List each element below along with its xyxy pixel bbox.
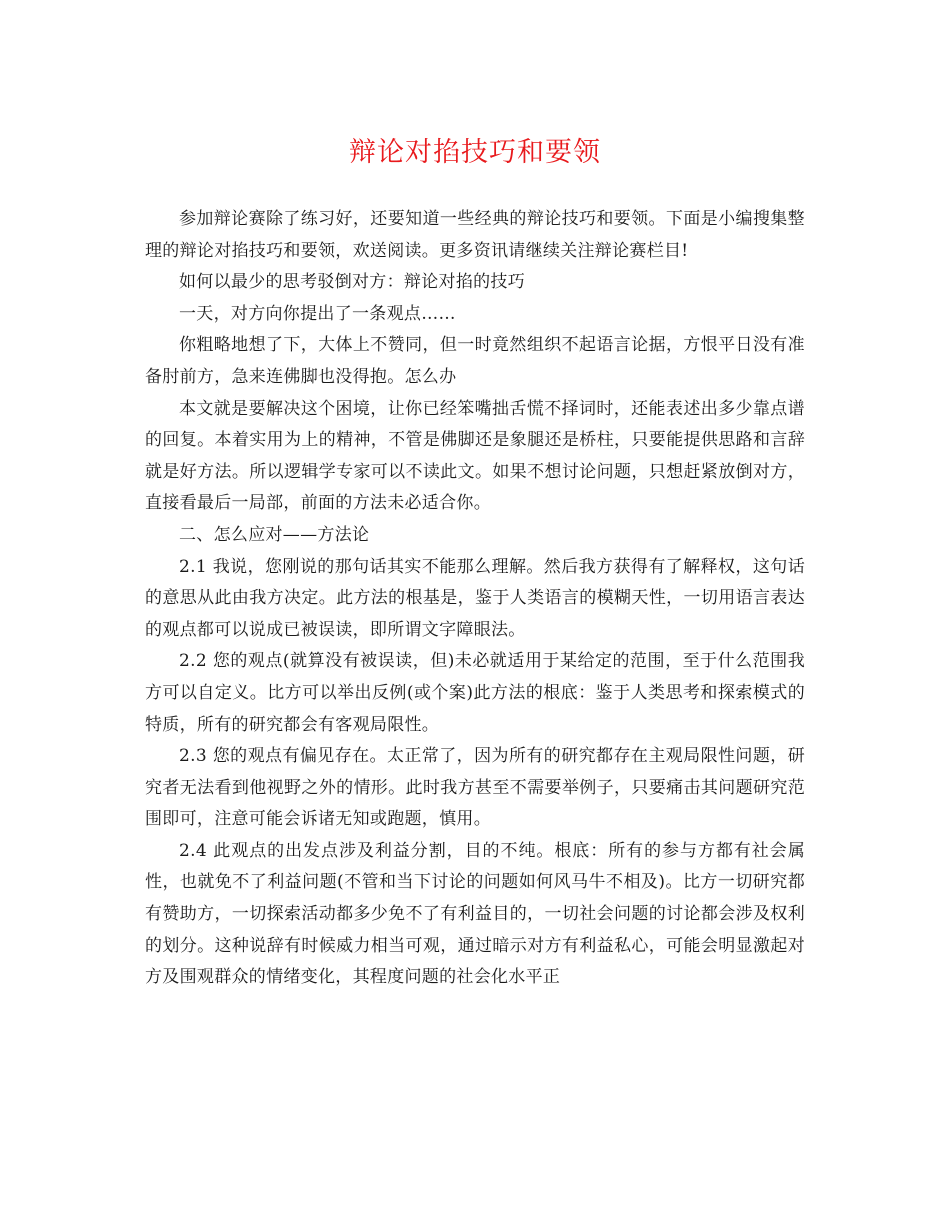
paragraph-method-2-4: 2.4 此观点的出发点涉及利益分割，目的不纯。根底：所有的参与方都有社会属性，也就免不了利益问题(不管和当下讨论的问题如何风马牛不相及)。比方一切研究都有赞助方，一切探索活动都多少免不了有利益目的，一切社会问题的讨论都会涉及权利的划分。这种说辞有时候威力相当可观，通过暗示对方有利益私心，可能会明显激起对方及围观群众的情绪变化，其程度问题的社会化水平正 [145,840,805,988]
section-heading-methods: 二、怎么应对——方法论 [179,524,370,545]
document-title: 辩论对掐技巧和要领 [349,137,601,168]
paragraph-method-2-3: 2.3 您的观点有偏见存在。太正常了，因为所有的研究都存在主观局限性问题，研究者无法看到他视野之外的情形。此时我方甚至不需要举例子，只要痛击其问题研究范围即可，注意可能会诉诸无知或跑题，慎用。 [145,746,805,830]
paragraph-problem: 你粗略地想了下，大体上不赞同，但一时竟然组织不起语言论据，方恨平日没有准备肘前方，急来连佛脚也没得抱。怎么办 [145,335,805,387]
document-body [145,204,805,994]
paragraph-scenario: 一天，对方向你提出了一条观点…… [179,303,456,324]
paragraph-subheading: 如何以最少的思考驳倒对方：辩论对掐的技巧 [179,272,525,293]
paragraph-method-2-1: 2.1 我说，您刚说的那句话其实不能那么理解。然后我方获得有了解释权，这句话的意思从此由我方决定。此方法的根基是，鉴于人类语言的模糊天性，一切用语言表达的观点都可以说成已被误读，即所谓文字障眼法。 [145,556,805,640]
paragraph-purpose: 本文就是要解决这个困境，让你已经笨嘴拙舌慌不择词时，还能表述出多少靠点谱的回复。本着实用为上的精神，不管是佛脚还是象腿还是桥柱，只要能提供思路和言辞就是好方法。所以逻辑学专家可以不读此文。如果不想讨论问题，只想赶紧放倒对方，直接看最后一局部，前面的方法未必适合你。 [145,398,805,514]
paragraph-method-2-2: 2.2 您的观点(就算没有被误读，但)未必就适用于某给定的范围，至于什么范围我方可以自定义。比方可以举出反例(或个案)此方法的根底：鉴于人类思考和探索模式的特质，所有的研究都会有客观局限性。 [145,651,805,735]
paragraph-intro: 参加辩论赛除了练习好，还要知道一些经典的辩论技巧和要领。下面是小编搜集整理的辩论对掐技巧和要领，欢送阅读。更多资讯请继续关注辩论赛栏目! [145,209,805,261]
